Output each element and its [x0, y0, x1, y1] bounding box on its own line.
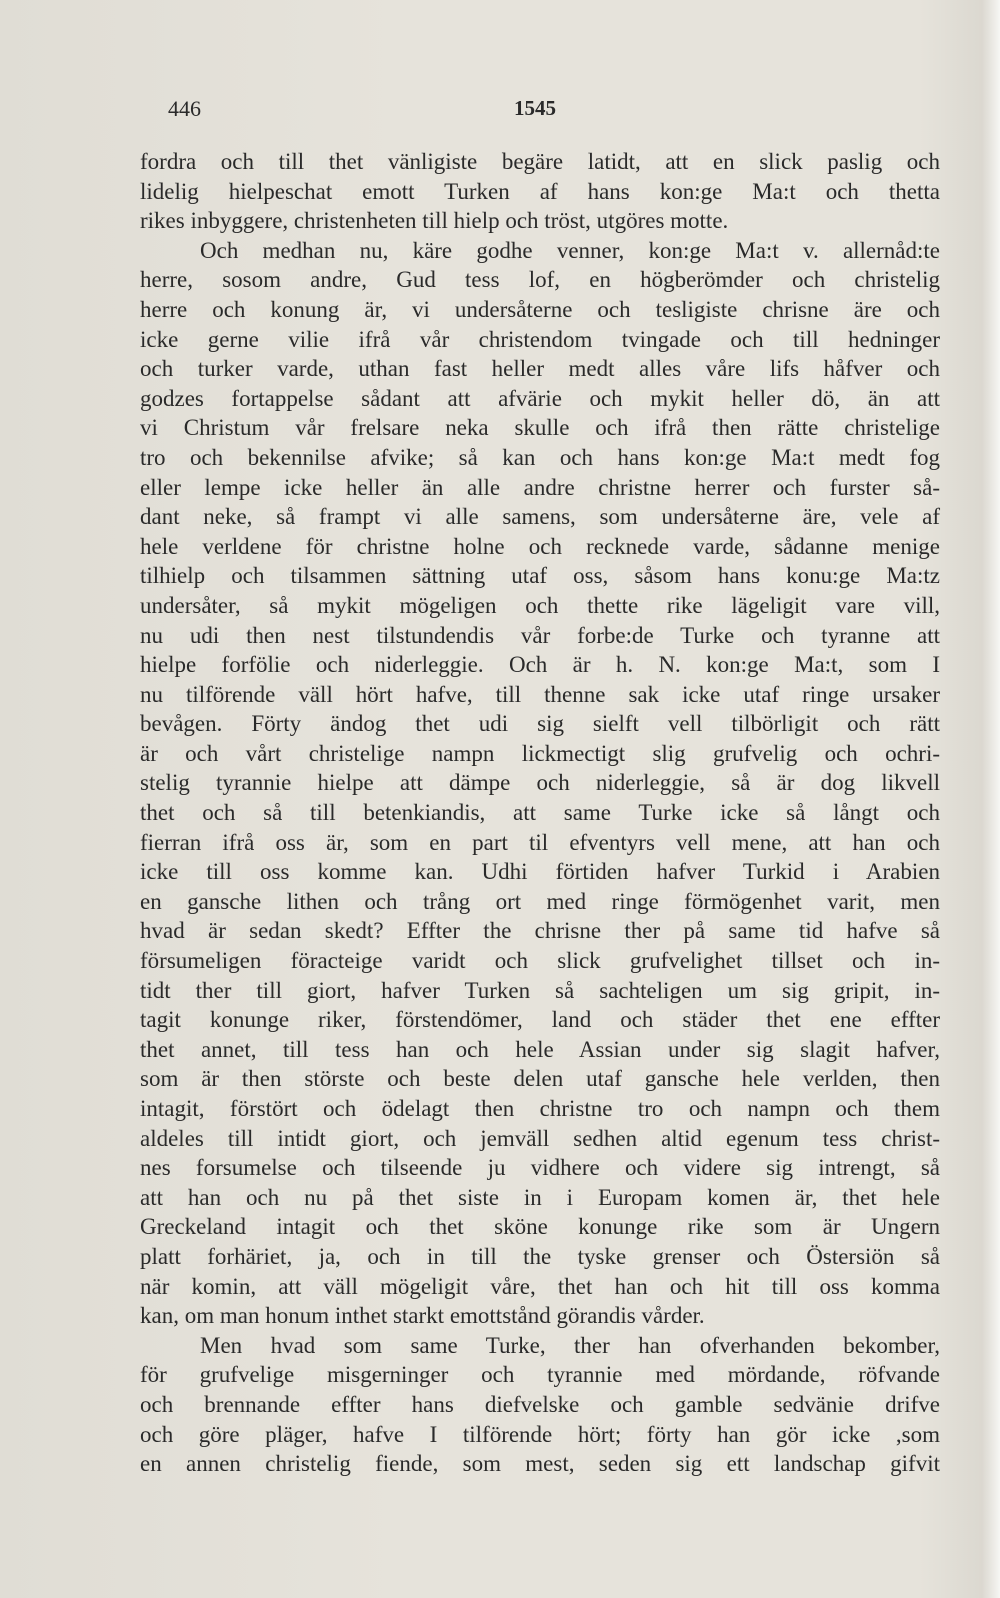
text-line: tidt ther till giort, hafver Turken så sachteligen um sig gripit, in- [140, 977, 940, 1003]
text-line: hvad är sedan skedt? Effter the chrisne ther på same tid hafve så [140, 918, 940, 944]
text-line: rikes inbyggere, christenheten till hielp och tröst, utgöres motte. [140, 208, 729, 234]
text-line: och göre pläger, hafve I tilförende hört; förty han gör icke ,som [140, 1421, 940, 1447]
text-line: Och medhan nu, käre godhe venner, kon:ge Ma:t v. allernåd:te [200, 237, 940, 263]
text-line: att han och nu på thet siste in i Europam komen är, thet hele [140, 1184, 940, 1210]
text-line: icke till oss komme kan. Udhi förtiden hafver Turkid i Arabien [140, 859, 940, 885]
text-line: herre och konung är, vi undersåterne och tesligiste chrisne äre och [140, 296, 940, 322]
text-line: som är then störste och beste delen utaf gansche hele verlden, then [140, 1066, 940, 1092]
text-line: dant neke, så frampt vi alle samens, som undersåterne äre, vele af [140, 504, 940, 530]
text-line: intagit, förstört och ödelagt then christne tro och nampn och them [140, 1096, 940, 1121]
text-line: nu udi then nest tilstundendis vår forbe:de Turke och tyranne att [140, 622, 940, 648]
text-line: hielpe forfölie och niderleggie. Och är h. N. kon:ge Ma:t, som I [140, 652, 940, 678]
text-line: tagit konunge riker, förstendömer, land och städer thet ene effter [140, 1007, 940, 1033]
text-line: aldeles till intidt giort, och jemväll sedhen altid egenum tess christ- [140, 1125, 940, 1151]
text-line: nes forsumelse och tilseende ju vidhere och videre sig intrengt, så [140, 1155, 940, 1181]
page-edge [982, 0, 1000, 1598]
text-line: herre, sosom andre, Gud tess lof, en högberömder och christelig [140, 267, 940, 293]
text-line: för grufvelige misgerninger och tyrannie med mördande, röfvande [140, 1362, 940, 1388]
text-line: nu tilförende väll hört hafve, till thenne sak icke utaf ringe ursaker [140, 681, 940, 707]
text-line: är och vårt christelige nampn lickmectigt slig grufvelig och ochri- [140, 740, 940, 766]
text-line: lidelig hielpeschat emott Turken af hans kon:ge Ma:t och thetta [140, 178, 940, 204]
body-text [140, 147, 940, 1479]
text-line: thet och så till betenkiandis, att same Turke icke så långt och [140, 800, 940, 826]
text-line: thet annet, till tess han och hele Assian under sig slagit hafver, [140, 1036, 940, 1062]
text-line: stelig tyrannie hielpe att dämpe och niderleggie, så är dog likvell [140, 770, 940, 796]
text-line: Greckeland intagit och thet sköne konunge rike som är Ungern [140, 1214, 940, 1240]
text-line: tro och bekennilse afvike; så kan och hans kon:ge Ma:t medt fog [140, 444, 940, 470]
text-line: icke gerne vilie ifrå vår christendom tvingade och till hedninger [140, 326, 940, 352]
text-line: undersåter, så mykit mögeligen och thette rike lägeligit vare vill, [140, 592, 940, 618]
text-line: bevågen. Förty ändog thet udi sig sielft vell tilbörligit och rätt [140, 711, 940, 737]
text-line: försumeligen föracteige varidt och slick grufvelighet tillset och in- [140, 948, 940, 974]
page-header [168, 96, 948, 126]
text-line: tilhielp och tilsammen sättning utaf oss, såsom hans konu:ge Ma:tz [140, 563, 940, 589]
text-line: fierran ifrå oss är, som en part til efventyrs vell mene, att han och [140, 829, 940, 855]
text-line: en gansche lithen och trång ort med ringe förmögenhet varit, men [140, 888, 940, 914]
page-number: 446 [168, 96, 201, 121]
text-line: en annen christelig fiende, som mest, seden sig ett landschap gifvit [140, 1451, 940, 1477]
text-line: hele verldene för christne holne och recknede varde, sådanne menige [140, 533, 940, 559]
text-line: och brennande effter hans diefvelske och gamble sedvänie drifve [140, 1391, 940, 1417]
text-line: vi Christum vår frelsare neka skulle och ifrå then rätte christelige [140, 415, 940, 441]
text-line: kan, om man honum inthet starkt emottstånd görandis vårder. [140, 1303, 705, 1329]
text-line: när komin, att väll mögeligit våre, thet han och hit till oss komma [140, 1273, 940, 1299]
text-line: fordra och till thet vänligiste begäre latidt, att en slick paslig och [140, 149, 940, 174]
text-line: godzes fortappelse sådant att afvärie och mykit heller dö, än att [140, 385, 940, 411]
text-line: Men hvad som same Turke, ther han ofverhanden bekomber, [200, 1332, 940, 1358]
running-head-year: 1545 [514, 96, 556, 120]
text-line: och turker varde, uthan fast heller medt alles våre lifs håfver och [140, 356, 940, 382]
text-line: platt forhäriet, ja, och in till the tyske grenser och Östersiön så [140, 1243, 940, 1269]
text-line: eller lempe icke heller än alle andre christne herrer och furster så- [140, 474, 940, 500]
